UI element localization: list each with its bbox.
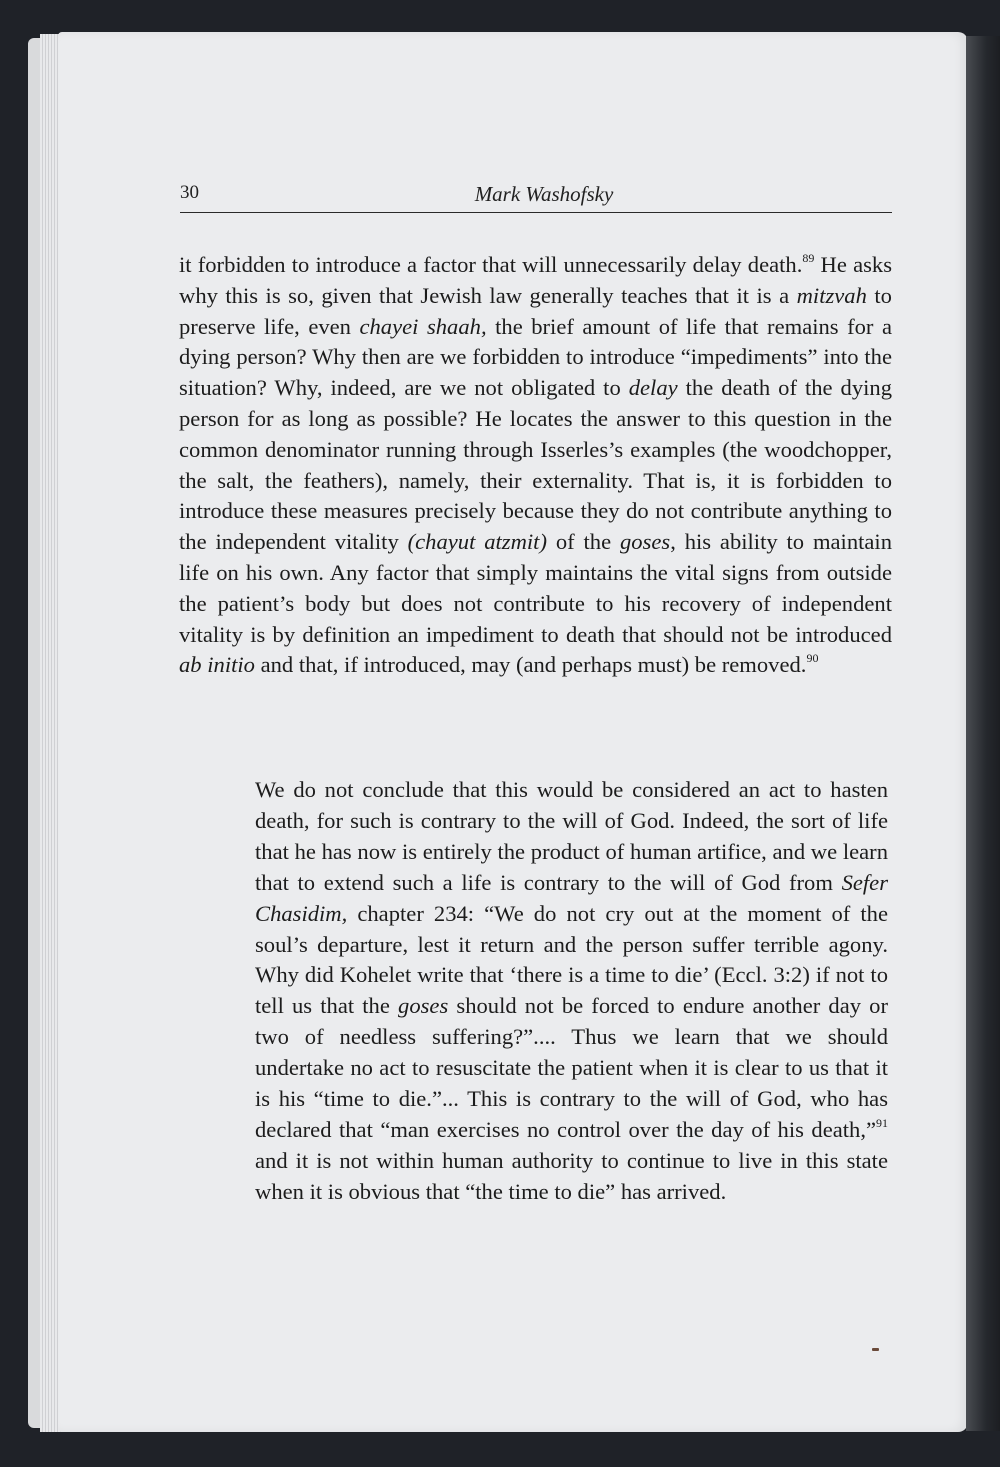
body-paragraph	[179, 250, 892, 681]
book-page	[58, 32, 968, 1432]
footnote-ref-89: 89	[802, 251, 815, 265]
running-head: Mark Washofsky	[474, 182, 614, 206]
italic-term: chayei shaah,	[359, 313, 487, 339]
quote-text-run: chapter 234: “We do not cry out at the moment of the soul’s departure, lest it return and the person suffer terrible agony. Why did Kohelet write that ‘there is a time to die’ (Eccl. 3:2) if not to tell us that the	[255, 900, 888, 1019]
italic-term: goses	[398, 993, 449, 1019]
italic-term: goses	[619, 529, 671, 555]
body-text-run: the brief amount of life that remains for a dying person? Why then are we forbidden to introduce “impediments” into the situation? Why, indeed, are we not obligated to	[179, 313, 892, 401]
body-text-run: of the	[546, 529, 620, 555]
italic-term: Sefer Chasidim,	[255, 869, 888, 926]
italic-term: (chayut atzmit)	[407, 529, 547, 555]
italic-term: ab initio	[179, 652, 255, 678]
italic-term: mitzvah	[796, 282, 867, 308]
block-quote	[255, 775, 888, 1208]
body-text-run: to preserve life, even	[179, 282, 892, 339]
quote-text-run: and it is not within human authority to continue to live in this state when it is obvious that “the time to die” has arrived.	[255, 1147, 888, 1204]
paper-speck	[872, 1348, 879, 1351]
page-number: 30	[180, 182, 199, 203]
quote-text-run: should not be forced to endure another day or two of needless suffering?”.... Thus we learn that we should undertake no act to resuscitate the patient when it is clear to us that it is his “time to die.”... This is contrary to the will of God, who has declared that “man exercises no control over the day of his death,”	[255, 993, 888, 1142]
book-spine	[966, 36, 1000, 1431]
body-text-run: , his ability to maintain life on his own. Any factor that simply maintains the vital signs from outside the patient’s body but does not contribute to his recovery of independent vitality is by definition an impediment to death that should not be introduced	[179, 529, 892, 647]
body-text-run: it forbidden to introduce a factor that will unnecessarily delay death.	[179, 252, 803, 277]
body-text-run: and that, if introduced, may (and perhaps must) be removed.	[254, 652, 807, 678]
footnote-ref-90: 90	[806, 651, 819, 666]
body-text-run: He asks why this is so, given that Jewish law generally teaches that it is a	[179, 252, 892, 308]
italic-term: delay	[628, 375, 678, 401]
body-text-run: the death of the dying person for as long as possible? He locates the answer to this question in the common denominator running through Isserles’s examples (the woodchopper, the salt, the feathers), namely, their externality. That is, it is forbidden to introduce these measures precisely because they do not contribute anything to the independent vitality	[179, 375, 893, 555]
quote-text-run: We do not conclude that this would be considered an act to hasten death, for such is contrary to the will of God. Indeed, the sort of life that he has now is entirely the product of human artifice, and we learn that to extend such a life is contrary to the will of God from	[255, 777, 888, 895]
page-header	[180, 182, 892, 213]
footnote-ref-91: 91	[876, 1115, 888, 1130]
